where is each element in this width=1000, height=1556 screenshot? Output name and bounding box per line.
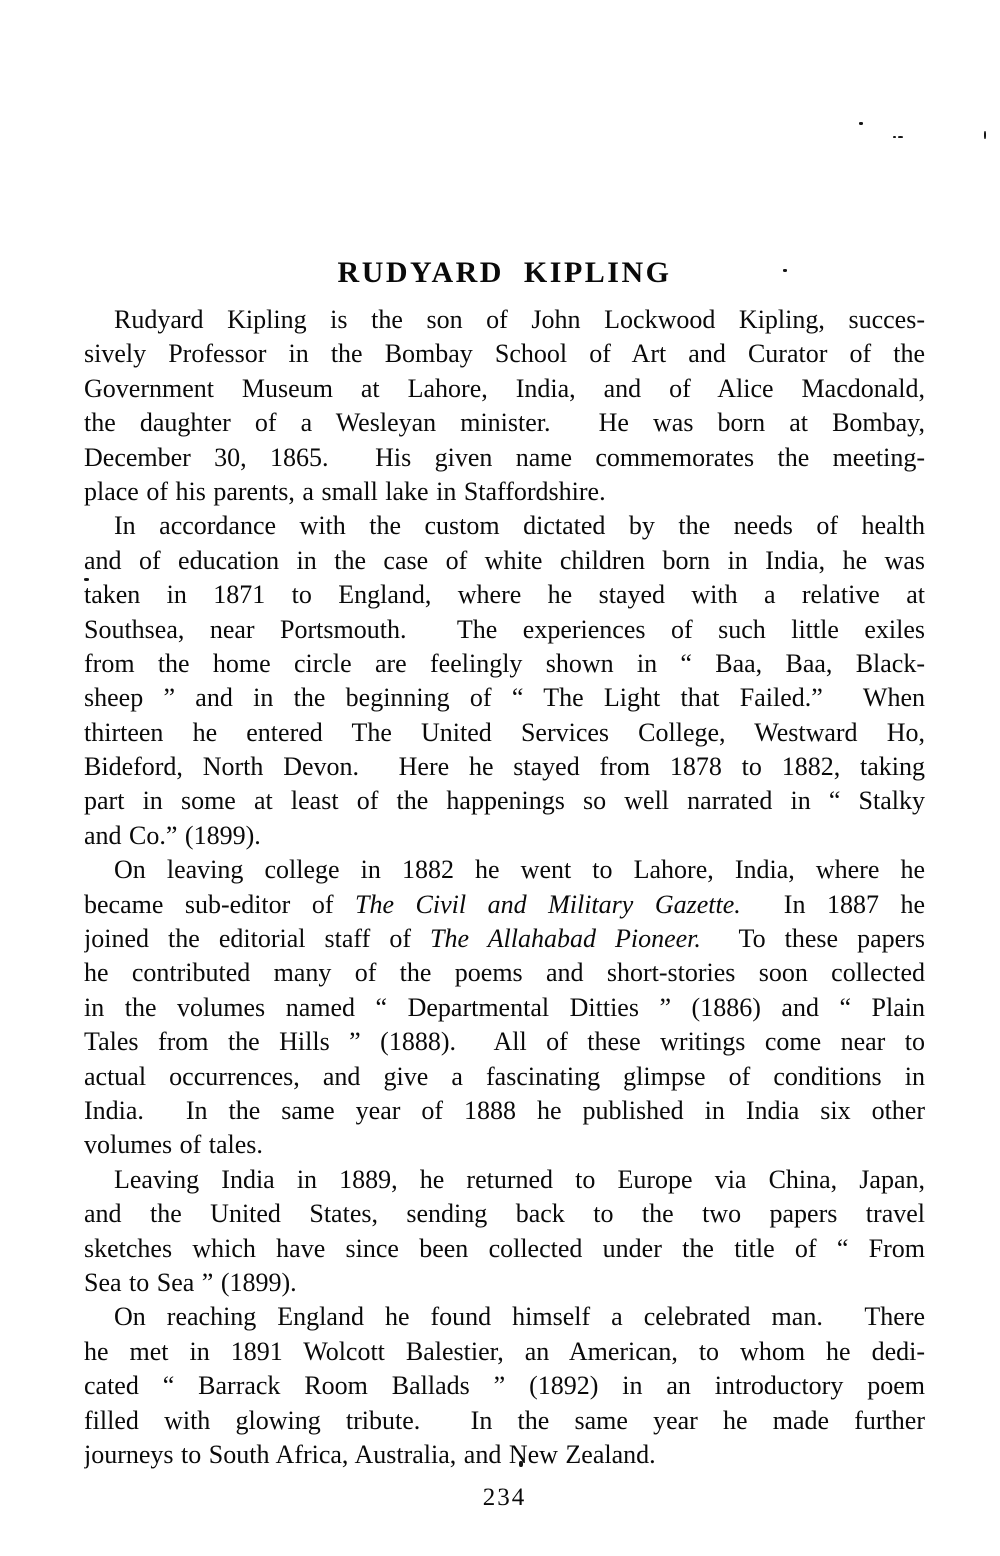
italic-text-segment: The Civil and Military Gazette. (355, 889, 741, 919)
text-segment: Tales from the Hills ” (1888). All of these writings come near to (84, 1027, 925, 1057)
text-line (84, 784, 925, 818)
text-line (84, 1163, 925, 1197)
text-line (84, 647, 925, 681)
text-line (84, 1300, 925, 1334)
text-line (84, 509, 925, 543)
paragraph (84, 303, 925, 509)
text-line (84, 337, 925, 371)
text-segment: he met in 1891 Wolcott Balestier, an American, to whom he dedi- (84, 1336, 925, 1366)
text-line (84, 475, 925, 509)
text-line (84, 991, 925, 1025)
text-segment: the daughter of a Wesleyan minister. He was born at Bombay, (84, 408, 925, 438)
text-line (84, 1369, 925, 1403)
text-segment: Southsea, near Portsmouth. The experiences of such little exiles (84, 614, 925, 644)
text-line (84, 1404, 925, 1438)
text-segment: became sub-editor of (84, 889, 356, 919)
text-line (84, 819, 925, 853)
text-segment: filled with glowing tribute. In the same year he made further (84, 1405, 925, 1435)
text-segment: in the volumes named “ Departmental Ditties ” (1886) and “ Plain (84, 992, 925, 1022)
text-segment: joined the editorial staff of (84, 924, 431, 954)
text-segment: Government Museum at Lahore, India, and of Alice Macdonald, (84, 373, 925, 403)
text-segment: volumes of tales. (84, 1130, 263, 1160)
text-line (84, 1094, 925, 1128)
text-segment: December 30, 1865. His given name commemorates the meeting- (84, 442, 925, 472)
text-segment: from the home circle are feelingly shown in “ Baa, Baa, Black- (84, 648, 925, 678)
text-segment: Sea to Sea ” (1899). (84, 1267, 297, 1297)
page-title: RUDYARD KIPLING (337, 256, 672, 290)
text-segment: sheep ” and in the beginning of “ The Light that Failed.” When (84, 683, 925, 713)
paragraph (84, 1300, 925, 1472)
text-line (84, 613, 925, 647)
text-segment: cated “ Barrack Room Ballads ” (1892) in an introductory poem (84, 1371, 925, 1401)
text-line (84, 544, 925, 578)
text-segment: In 1887 he (740, 889, 925, 919)
text-segment: thirteen he entered The United Services College, Westward Ho, (84, 717, 925, 747)
text-line (84, 1060, 925, 1094)
text-segment: sively Professor in the Bombay School of Art and Curator of the (84, 339, 925, 369)
text-segment: On leaving college in 1882 he went to Lahore, India, where he (114, 855, 925, 885)
text-line (84, 578, 925, 612)
text-segment: and Co.” (1899). (84, 820, 261, 850)
text-segment: place of his parents, a small lake in Staffordshire. (84, 476, 606, 506)
text-line (84, 853, 925, 887)
text-segment: part in some at least of the happenings so well narrated in “ Stalky (84, 786, 925, 816)
text-segment: journeys to South Africa, Australia, and New Zealand. (84, 1439, 656, 1469)
text-segment: Leaving India in 1889, he returned to Europe via China, Japan, (114, 1164, 925, 1194)
text-segment: sketches which have since been collected under the title of “ From (84, 1233, 925, 1263)
italic-text-segment: The Allahabad Pioneer. (430, 924, 701, 954)
text-line (84, 1438, 925, 1472)
text-line (84, 303, 925, 337)
text-line (84, 956, 925, 990)
text-line (84, 750, 925, 784)
text-segment: India. In the same year of 1888 he published in India six other (84, 1095, 925, 1125)
text-line (84, 1266, 925, 1300)
scan-speck (859, 122, 863, 125)
paragraph (84, 509, 925, 853)
scan-speck (893, 136, 896, 138)
text-line (84, 922, 925, 956)
text-line (84, 1128, 925, 1162)
text-segment: On reaching England he found himself a celebrated man. There (114, 1302, 925, 1332)
text-segment: actual occurrences, and give a fascinating glimpse of conditions in (84, 1061, 925, 1091)
text-line (84, 1335, 925, 1369)
text-segment: Bideford, North Devon. Here he stayed from 1878 to 1882, taking (84, 752, 925, 782)
text-line (84, 441, 925, 475)
scan-speck (898, 136, 903, 138)
text-segment: and the United States, sending back to the two papers travel (84, 1199, 925, 1229)
paragraph (84, 853, 925, 1163)
text-segment: To these papers (700, 924, 925, 954)
text-line (84, 716, 925, 750)
text-segment: Rudyard Kipling is the son of John Lockwood Kipling, succes- (114, 305, 925, 334)
scan-speck (984, 131, 986, 139)
text-segment: In accordance with the custom dictated by the needs of health (114, 511, 925, 541)
text-line (84, 1025, 925, 1059)
text-line (84, 888, 925, 922)
text-line (84, 681, 925, 715)
text-line (84, 372, 925, 406)
page-number: 234 (482, 1484, 527, 1511)
text-line (84, 1197, 925, 1231)
text-segment: he contributed many of the poems and short-stories soon collected (84, 958, 925, 988)
text-segment: and of education in the case of white children born in India, he was (84, 545, 925, 575)
text-line (84, 406, 925, 440)
text-segment: taken in 1871 to England, where he stayed with a relative at (84, 580, 925, 610)
text-line (84, 1232, 925, 1266)
body-text (84, 303, 925, 1472)
paragraph (84, 1163, 925, 1301)
